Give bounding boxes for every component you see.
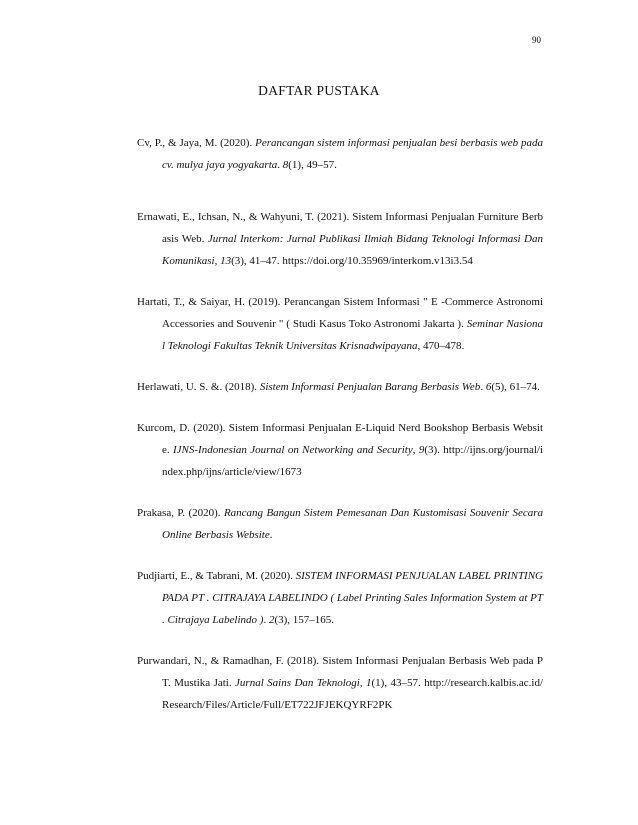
page-number: 90 (532, 35, 541, 45)
reference-authors: Purwandari, N., & Ramadhan, F. (2018). Sistem Informasi Penjualan Berbasis Web pada PT. Mustika Jati. (137, 655, 543, 689)
reference-separator: , (359, 677, 366, 689)
reference-separator: . (269, 529, 273, 541)
reference-separator: . (480, 381, 486, 393)
reference-volume: 2 (268, 614, 275, 626)
reference-entry (137, 650, 543, 716)
reference-authors: Kurcom, D. (2020). Sistem Informasi Penjualan E-Liquid Nerd Bookshop Berbasis Website. (137, 422, 543, 456)
reference-authors: Hartati, T., & Saiyar, H. (2019). Perancangan Sistem Informasi " E -Commerce Astronomi Accessories and Souvenir " ( Studi Kasus Toko Astronomi Jakarta ). (137, 296, 543, 330)
reference-list (137, 132, 543, 735)
reference-title: Sistem Informasi Penjualan Barang Berbasis Web (259, 381, 481, 393)
page-title: DAFTAR PUSTAKA (258, 83, 380, 98)
reference-separator: , (417, 340, 424, 352)
reference-title: Jurnal Sains Dan Teknologi (235, 677, 360, 689)
reference-entry (137, 132, 543, 176)
reference-volume: 13 (220, 255, 232, 267)
reference-details: (1), 49–57. (288, 159, 337, 171)
reference-separator: . (277, 159, 283, 171)
reference-details: (3). http://ijns.org/journal/index.php/ijns/article/view/1673 (162, 444, 543, 478)
reference-volume: 8 (282, 159, 289, 171)
reference-details: (3), 157–165. (274, 614, 335, 626)
reference-volume: 6 (485, 381, 492, 393)
reference-volume: 1 (366, 677, 372, 689)
reference-title: SISTEM INFORMASI PENJUALAN LABEL PRINTING PADA PT . CITRAJAYA LABELINDO ( Label Printing Sales Information System at PT . Citrajaya Labelindo ) (162, 570, 544, 626)
reference-details: (1), 43–57. http://research.kalbis.ac.id/Research/Files/Article/Full/ET722JFJEKQYRF2PK (162, 677, 544, 711)
reference-entry (137, 206, 543, 272)
reference-details: (5), 61–74. (491, 381, 540, 393)
reference-entry (137, 502, 543, 546)
reference-authors: Ernawati, E., Ichsan, N., & Wahyuni, T. (2021). Sistem Informasi Penjualan Furniture Berbasis Web. (137, 211, 543, 245)
reference-authors: Pudjiarti, E., & Tabrani, M. (2020). (137, 570, 296, 582)
reference-entry (137, 291, 543, 357)
reference-entry (137, 565, 543, 631)
reference-separator: . (263, 614, 269, 626)
reference-title: IJNS-Indonesian Journal on Networking and Security (172, 444, 413, 456)
reference-title: Rancang Bangun Sistem Pemesanan Dan Kustomisasi Souvenir Secara Online Berbasis Website (162, 507, 543, 541)
reference-authors: Prakasa, P. (2020). (137, 507, 224, 519)
reference-entry (137, 376, 543, 398)
reference-details: (3), 41–47. https://doi.org/10.35969/interkom.v13i3.54 (231, 255, 473, 267)
reference-title: Jurnal Interkom: Jurnal Publikasi Ilmiah Bidang Teknologi Informasi Dan Komunikasi (162, 233, 543, 267)
reference-entry (137, 417, 543, 483)
reference-details: 470–478. (423, 340, 465, 352)
reference-separator: , (412, 444, 419, 456)
reference-authors: Cv, P., & Jaya, M. (2020). (137, 137, 256, 149)
reference-volume: 9 (418, 444, 425, 456)
reference-separator: , (214, 255, 221, 267)
reference-authors: Herlawati, U. S. &. (2018). (137, 381, 260, 393)
reference-title: Seminar Nasional Teknologi Fakultas Teknik Universitas Krisnadwipayana (162, 318, 544, 352)
reference-title: Perancangan sistem informasi penjualan besi berbasis web pada cv. mulya jaya yogyakarta (162, 137, 543, 171)
